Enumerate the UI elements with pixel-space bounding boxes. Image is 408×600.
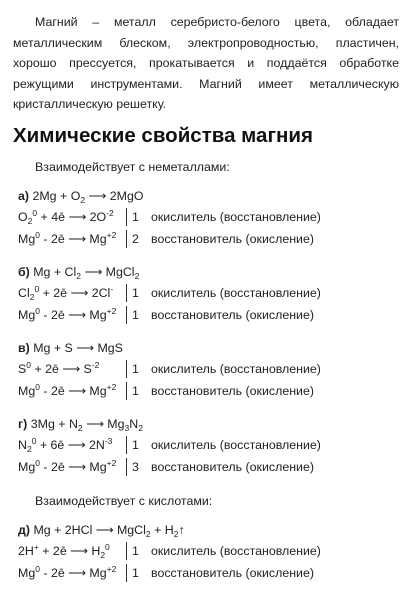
role-label: окислитель (восстановление) <box>151 544 321 558</box>
role-label: восстановитель (окисление) <box>151 566 314 580</box>
divider <box>126 436 127 454</box>
half-equation: Mg$^0$ - 2ē ⟶ $Mg^{+2}$ <box>18 230 117 246</box>
reaction-e <box>18 520 398 584</box>
subheading-acids: Взаимодействует с кислотами: <box>35 494 213 508</box>
role-label: окислитель (восстановление) <box>151 286 321 300</box>
coefficient: 1 <box>132 210 139 224</box>
reaction-letter: г) <box>18 417 28 431</box>
half-reaction <box>18 282 398 304</box>
intro-paragraph: Магний – металл серебристо-белого цвета, обладает металлическим блеском, электропроводностью, пластичен, хорошо прессуется, прокатывается и поддаётся обработке режущими инструментами. Магний имеет металлическую кристаллическую решетку. <box>13 15 399 112</box>
half-reaction <box>18 206 398 228</box>
coefficient: 1 <box>132 438 139 452</box>
half-equation: Mg$^0$ - 2ē ⟶ $Mg^{+2}$ <box>18 458 117 474</box>
half-reaction <box>18 434 398 456</box>
half-reaction <box>18 304 398 326</box>
reaction-d <box>18 414 398 478</box>
reaction-equation: б) $Mg + Cl_2$ ⟶ MgCl$_2$ <box>18 265 140 281</box>
half-equation: $Cl_2^0$ + 2ē ⟶ 2Cl- <box>18 284 114 302</box>
half-equation: $N_2^0$ + 6ē ⟶ $2N^{-3}$ <box>18 436 113 454</box>
reaction-equation: в) Mg + S ⟶ MgS <box>18 341 123 355</box>
role-label: восстановитель (окисление) <box>151 232 314 246</box>
half-equation: $S^0$ + 2ē ⟶ $S^{-2}$ <box>18 360 100 376</box>
divider <box>126 284 127 302</box>
half-reaction <box>18 456 398 478</box>
subheading-nonmetals: Взаимодействует с неметаллами: <box>35 160 230 174</box>
divider <box>126 458 127 476</box>
divider <box>126 382 127 400</box>
role-label: окислитель (восстановление) <box>151 438 321 452</box>
half-reaction <box>18 380 398 402</box>
reaction-b <box>18 262 398 326</box>
coefficient: 1 <box>132 544 139 558</box>
half-reaction <box>18 562 398 584</box>
reaction-equation: а) $2Mg + O_2$ ⟶ 2MgO <box>18 189 144 205</box>
half-equation: $O_2^0$ + 4ē ⟶ $2O^{-2}$ <box>18 208 114 226</box>
half-equation: 2H+ + 2ē ⟶ $H_2^0$ <box>18 542 110 560</box>
divider <box>126 306 127 324</box>
coefficient: 2 <box>132 232 139 246</box>
role-label: окислитель (восстановление) <box>151 210 321 224</box>
coefficient: 1 <box>132 362 139 376</box>
reaction-equation: д) Mg + 2HCl ⟶ MgCl$_2$ + $H_2↑$ <box>18 523 185 539</box>
coefficient: 1 <box>132 566 139 580</box>
reaction-c <box>18 338 398 402</box>
reaction-letter: а) <box>18 189 30 203</box>
divider <box>126 208 127 226</box>
divider <box>126 360 127 378</box>
half-equation: Mg$^0$ - 2ē ⟶ $Mg^{+2}$ <box>18 382 117 398</box>
half-equation: Mg$^0$ - 2ē ⟶ $Mg^{+2}$ <box>18 306 117 322</box>
reaction-letter: б) <box>18 265 30 279</box>
coefficient: 1 <box>132 384 139 398</box>
half-reaction <box>18 540 398 562</box>
role-label: восстановитель (окисление) <box>151 308 314 322</box>
role-label: восстановитель (окисление) <box>151 384 314 398</box>
coefficient: 1 <box>132 308 139 322</box>
coefficient: 3 <box>132 460 139 474</box>
role-label: окислитель (восстановление) <box>151 362 321 376</box>
reaction-equation: г) $3Mg + N_2$ ⟶ $Mg_3N_2$ <box>18 417 143 433</box>
reaction-letter: д) <box>18 523 30 537</box>
role-label: восстановитель (окисление) <box>151 460 314 474</box>
reaction-a <box>18 186 398 250</box>
half-reaction <box>18 228 398 250</box>
coefficient: 1 <box>132 286 139 300</box>
reaction-letter: в) <box>18 341 30 355</box>
divider <box>126 542 127 560</box>
divider <box>126 564 127 582</box>
section-heading: Химические свойства магния <box>13 124 313 147</box>
half-equation: Mg$^0$ - 2ē ⟶ $Mg^{+2}$ <box>18 564 117 580</box>
half-reaction <box>18 358 398 380</box>
divider <box>126 230 127 248</box>
